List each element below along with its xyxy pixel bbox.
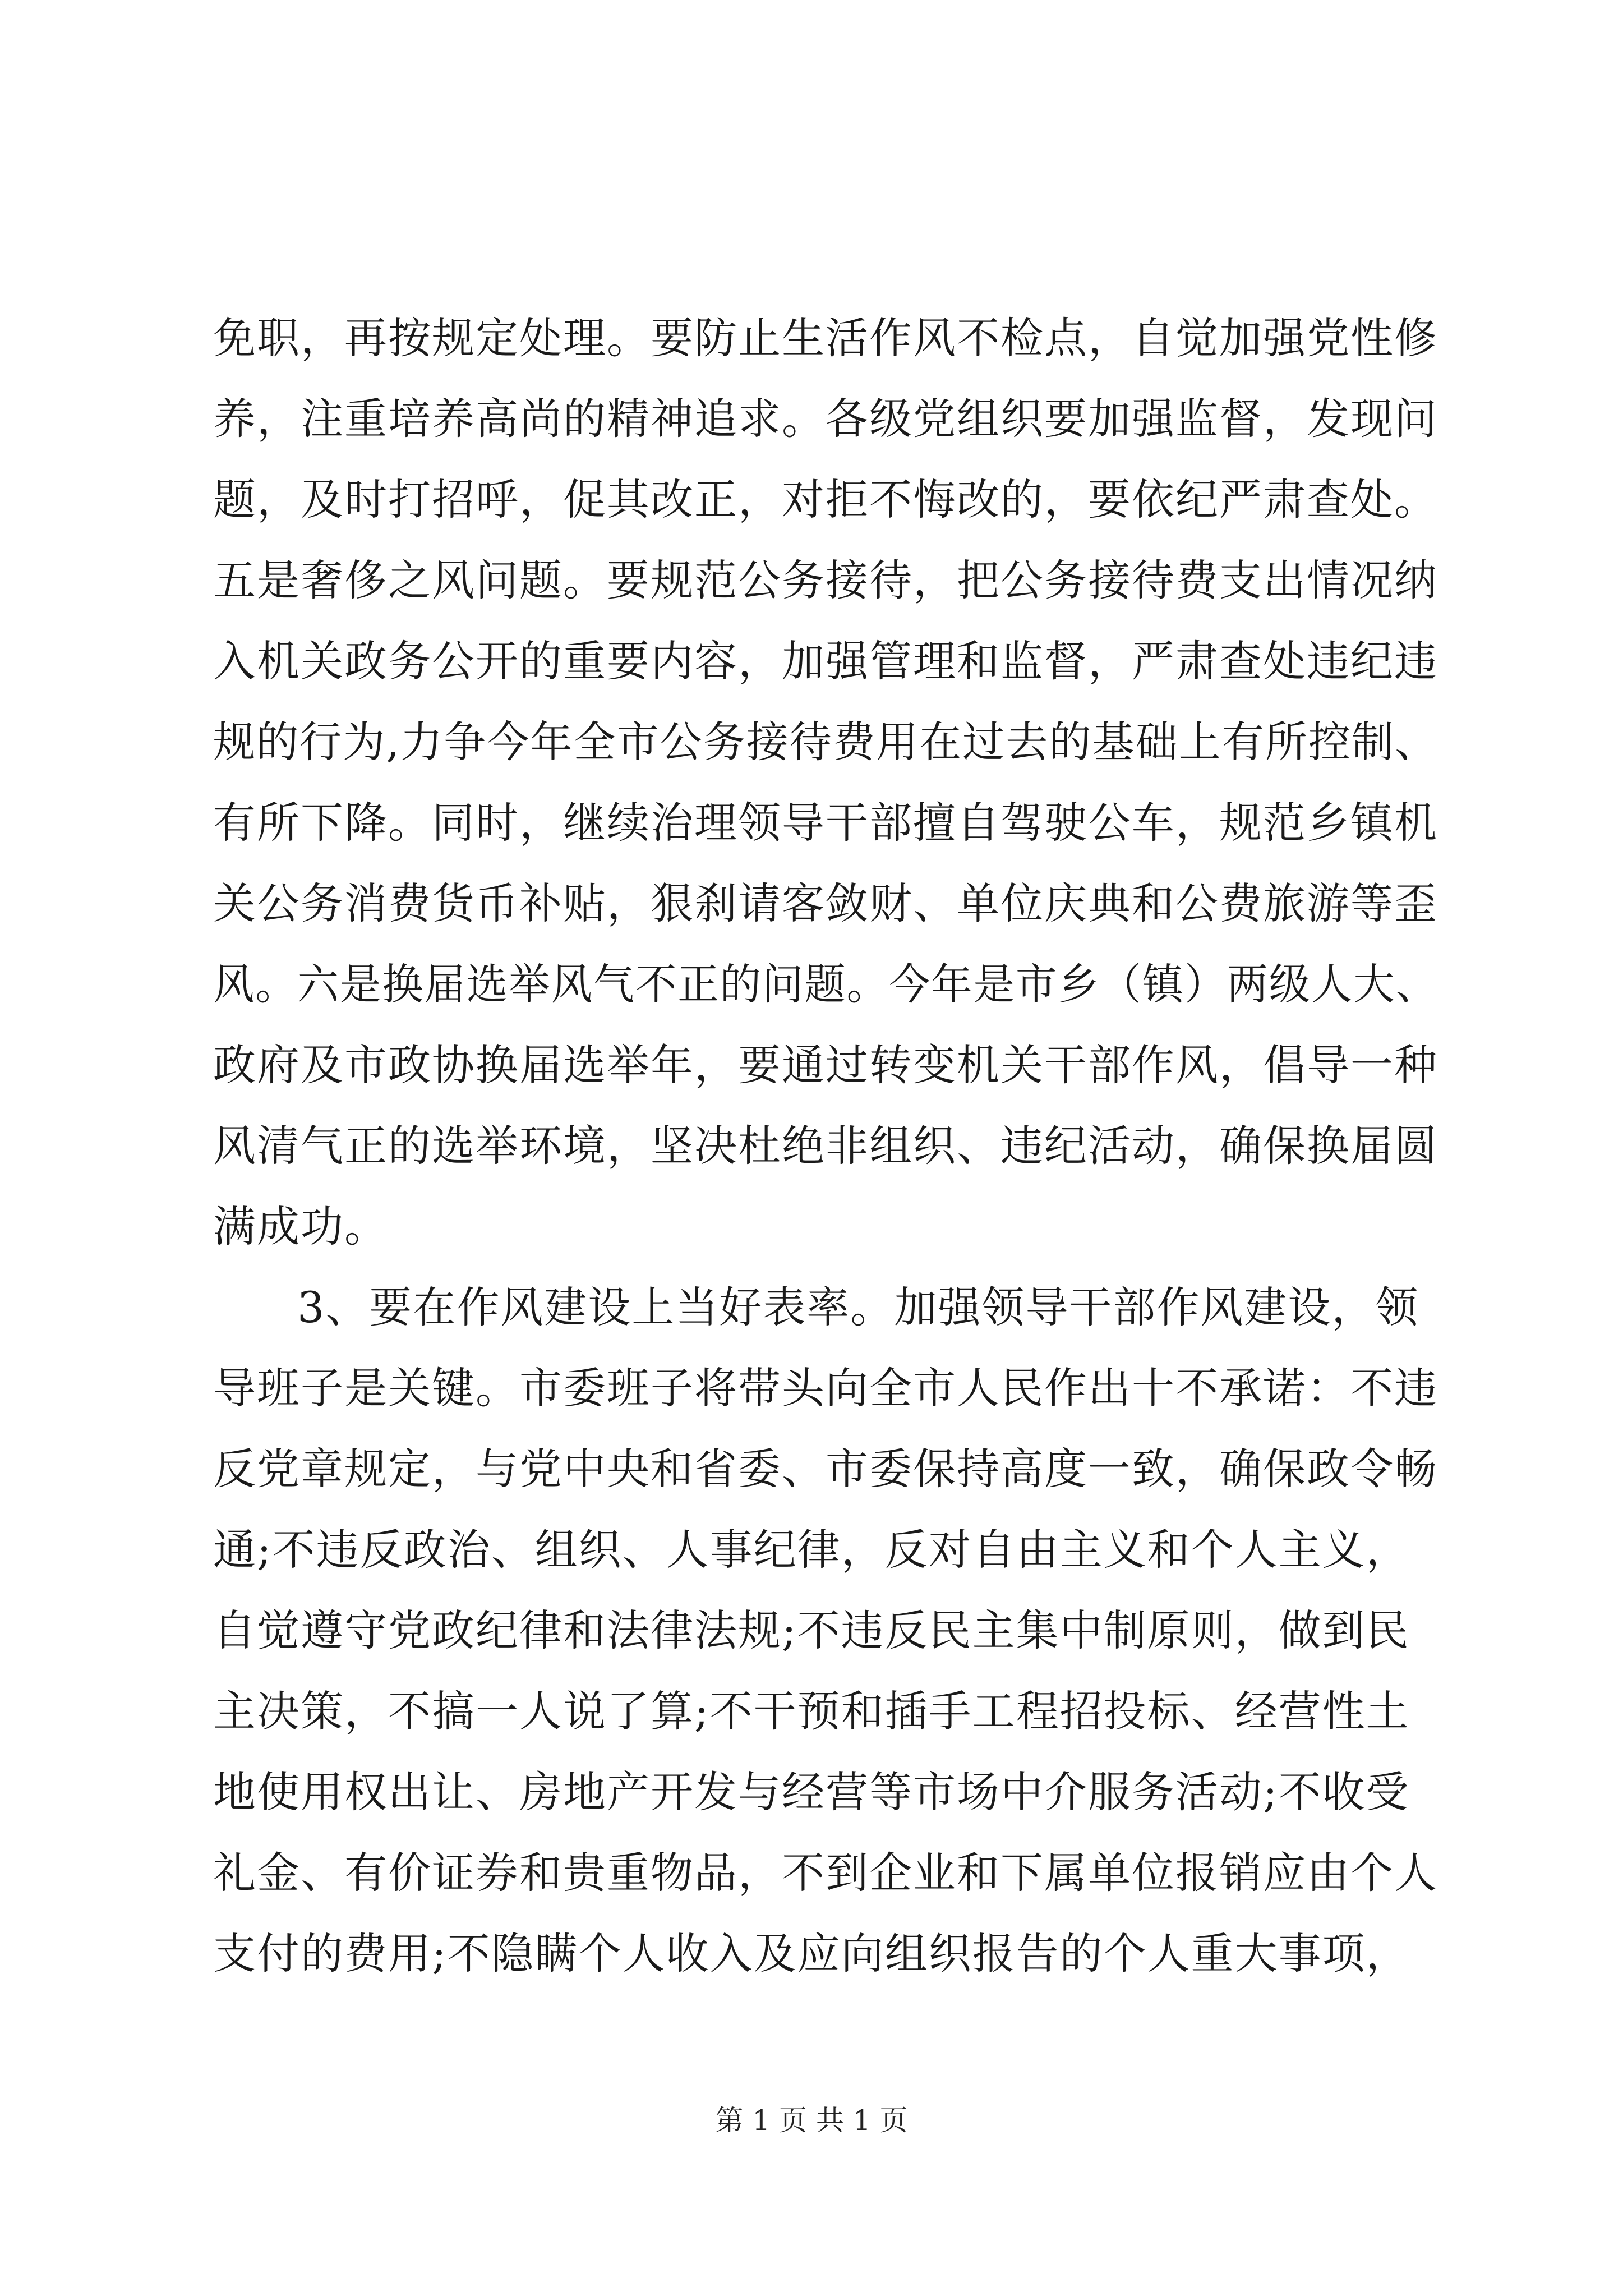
text-line: 关公务消费货币补贴，狠刹请客敛财、单位庆典和公费旅游等歪 (213, 878, 1438, 928)
text-line: 题，及时打招呼，促其改正，对拒不悔改的，要依纪严肃查处。 (213, 475, 1438, 524)
text-line: 入机关政务公开的重要内容，加强管理和监督，严肃查处违纪违 (213, 636, 1438, 686)
text-line: 自觉遵守党政纪律和法律法规;不违反民主集中制原则，做到民 (213, 1605, 1410, 1655)
text-line: 五是奢侈之风问题。要规范公务接待，把公务接待费支出情况纳 (213, 555, 1438, 605)
text-line: 风。六是换届选举风气不正的问题。今年是市乡（镇）两级人大、 (213, 959, 1438, 1009)
text-line: 通;不违反政治、组织、人事纪律，反对自由主义和个人主义， (213, 1525, 1410, 1575)
text-line: 风清气正的选举环境，坚决杜绝非组织、违纪活动，确保换届圆 (213, 1121, 1438, 1171)
text-line: 反党章规定，与党中央和省委、市委保持高度一致，确保政令畅 (213, 1444, 1438, 1494)
text-line: 导班子是关键。市委班子将带头向全市人民作出十不承诺：不违 (213, 1363, 1438, 1413)
text-line: 主决策，不搞一人说了算;不干预和插手工程招投标、经营性土 (213, 1686, 1410, 1736)
page-number-footer: 第 1 页 共 1 页 (715, 2104, 908, 2137)
text-line: 免职，再按规定处理。要防止生活作风不检点，自觉加强党性修 (213, 313, 1438, 363)
text-line: 政府及市政协换届选举年，要通过转变机关干部作风，倡导一种 (213, 1040, 1438, 1090)
text-line: 支付的费用;不隐瞒个人收入及应向组织报告的个人重大事项， (213, 1929, 1410, 1978)
text-line: 满成功。 (213, 1202, 388, 1251)
paragraph-first-line: 3、要在作风建设上当好表率。加强领导干部作风建设，领 (297, 1282, 1419, 1332)
text-line: 规的行为,力争今年全市公务接待费用在过去的基础上有所控制、 (213, 717, 1438, 767)
text-line: 地使用权出让、房地产开发与经营等市场中介服务活动;不收受 (213, 1767, 1410, 1817)
text-line: 养，注重培养高尚的精神追求。各级党组织要加强监督，发现问 (213, 394, 1438, 444)
text-line: 礼金、有价证券和贵重物品，不到企业和下属单位报销应由个人 (213, 1848, 1438, 1898)
text-line: 有所下降。同时，继续治理领导干部擅自驾驶公车，规范乡镇机 (213, 798, 1438, 848)
